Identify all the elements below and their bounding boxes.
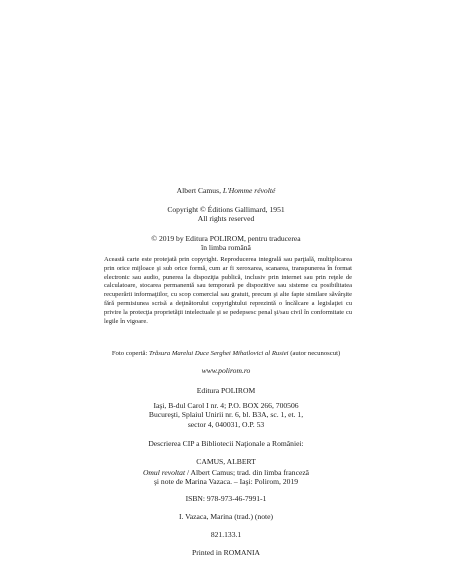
cip-heading: Descrierea CIP a Bibliotecii Naţionale a României: [148, 439, 304, 448]
publisher-name: Editura POLIROM [196, 386, 256, 395]
publisher-address-2: Bucureşti, Splaiul Unirii nr. 6, bl. B3A, sc. 1, et. 1, [148, 410, 304, 419]
isbn: ISBN: 978-973-46-7991-1 [185, 494, 267, 503]
printed-in: Printed in ROMANIA [192, 548, 260, 557]
publisher-address-1: Iaşi, B-dul Carol I nr. 4; P.O. BOX 266, 700506 [153, 401, 299, 410]
copyright-translation-1: © 2019 by Editura POLIROM, pentru traducerea [151, 234, 301, 243]
cip-line2: şi note de Marina Vazaca. – Iaşi: Polirom, 2019 [153, 477, 299, 486]
copyright-original-2: All rights reserved [197, 214, 255, 223]
udc-code: 821.133.1 [210, 530, 242, 539]
publisher-address-3: sector 4, 040031, O.P. 53 [187, 420, 265, 429]
legal-notice: Această carte este protejată prin copyright. Reproducerea integrală sau parţială, multiplicarea prin orice mijloace şi sub orice formă, cum ar fi xeroxarea, scanarea, transpunerea în format electronic sau audio, punerea la dispoziţia publică, inclusiv prin internet sau prin reţele de calculatoare, stocarea permanentă sau temporară pe dispozitive sau sisteme cu posibilitatea recuperării informaţiilor, cu scop comercial sau gratuit, precum şi alte fapte similare săvârşite fără permisiunea scrisă a deţinătorului copyrightului reprezintă o încălcare a legislaţiei cu privire la protecţia proprietăţii intelectuale şi se pedepsesc penal şi/sau civil în conformitate cu legile în vigoare. [104, 256, 352, 325]
cover-photo-suffix: (autor necunoscut) [288, 350, 341, 357]
cover-photo-prefix: Foto copertă: [111, 350, 149, 357]
original-title: L'Homme révolté [222, 186, 276, 195]
author-title-line [0, 186, 452, 196]
author: Albert Camus, [176, 186, 223, 195]
cip-author: CAMUS, ALBERT [196, 457, 256, 466]
website-link[interactable]: www.polirom.ro [201, 366, 251, 375]
copyright-original-1: Copyright © Éditions Gallimard, 1951 [167, 205, 285, 214]
cover-photo-credit [0, 349, 452, 359]
cover-photo-title: Trăsura Marelui Duce Serghei Mihailovici al Rusiei [148, 350, 289, 357]
cip-contributors: I. Vazaca, Marina (trad.) (note) [178, 512, 274, 521]
cip-title: Omul revoltat [142, 468, 186, 477]
cip-title-rest: / Albert Camus; trad. din limba franceză [185, 468, 310, 477]
copyright-translation-2: în limba română [201, 243, 251, 252]
